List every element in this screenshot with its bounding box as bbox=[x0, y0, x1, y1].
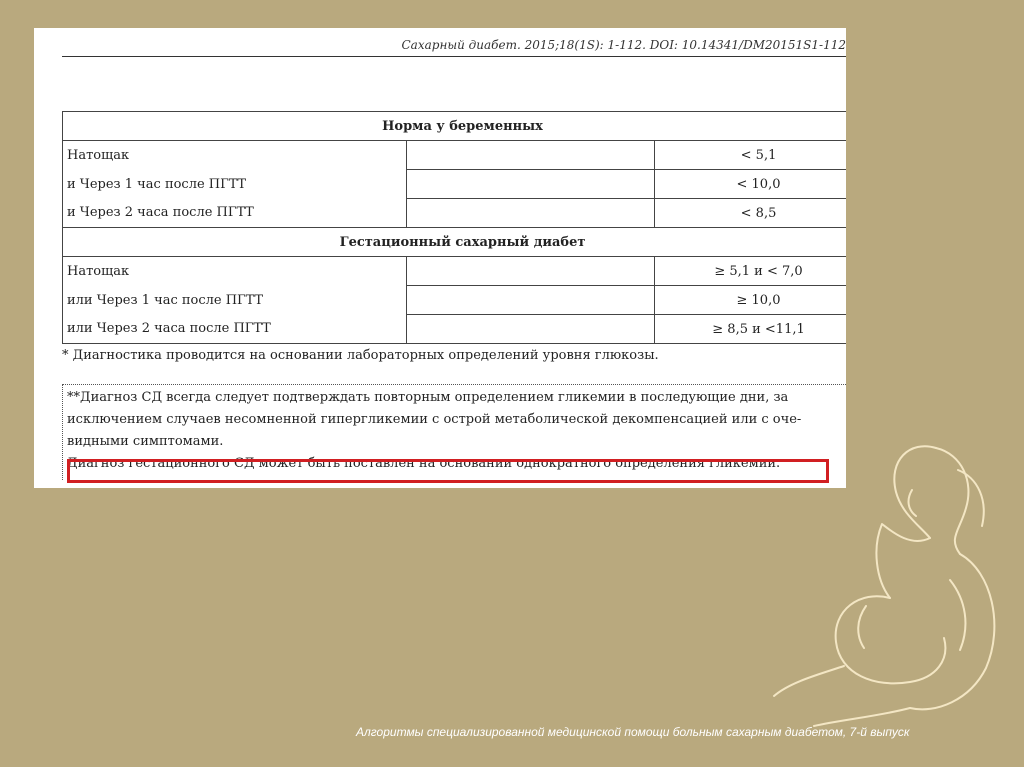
empty-cell bbox=[407, 286, 655, 315]
row-label: и Через 1 час после ПГТТ bbox=[63, 170, 407, 199]
footnote-2-line-highlighted: Диагноз гестационного СД может быть поставлен на основании однократного определения гликемии. bbox=[67, 456, 781, 471]
table-row bbox=[63, 257, 847, 286]
row-label: и Через 2 часа после ПГТТ bbox=[63, 199, 407, 228]
empty-cell bbox=[407, 257, 655, 286]
footnote-1: * Диагностика проводится на основании лабораторных определений уровня глюкозы. bbox=[62, 348, 659, 363]
row-value: ≥ 8,5 и <11,1 bbox=[655, 315, 847, 344]
footnote-2-line: исключением случаев несомненной гипергликемии с острой метаболической декомпенсацией или с оче- bbox=[67, 412, 802, 427]
empty-cell bbox=[407, 199, 655, 228]
citation: Сахарный диабет. 2015;18(1S): 1-112. DOI: 10.14341/DM20151S1-112 bbox=[401, 38, 846, 52]
row-value: < 5,1 bbox=[655, 141, 847, 170]
footnote-2-line: **Диагноз СД всегда следует подтверждать повторным определением гликемии в последующие дни, за bbox=[67, 390, 789, 405]
empty-cell bbox=[407, 315, 655, 344]
row-label: Натощак bbox=[63, 257, 407, 286]
table-section-header bbox=[63, 228, 847, 257]
footer-source: Алгоритмы специализированной медицинской помощи больным сахарным диабетом, 7-й выпуск bbox=[356, 725, 910, 739]
row-value: ≥ 5,1 и < 7,0 bbox=[655, 257, 847, 286]
table-row bbox=[63, 141, 847, 170]
row-label: или Через 2 часа после ПГТТ bbox=[63, 315, 407, 344]
footnote-2-line: видными симптомами. bbox=[67, 434, 224, 449]
table-row bbox=[63, 170, 847, 199]
red-highlight-frame bbox=[67, 459, 829, 483]
row-value: < 10,0 bbox=[655, 170, 847, 199]
section-title: Норма у беременных bbox=[63, 112, 847, 141]
table-row bbox=[63, 315, 847, 344]
table-section-header bbox=[63, 112, 847, 141]
pregnant-woman-outline-icon bbox=[760, 430, 1020, 730]
document-image bbox=[34, 28, 846, 488]
row-label: Натощак bbox=[63, 141, 407, 170]
table-row bbox=[63, 286, 847, 315]
row-value: ≥ 10,0 bbox=[655, 286, 847, 315]
row-label: или Через 1 час после ПГТТ bbox=[63, 286, 407, 315]
empty-cell bbox=[407, 170, 655, 199]
row-value: < 8,5 bbox=[655, 199, 847, 228]
table-row bbox=[63, 199, 847, 228]
header-rule bbox=[62, 56, 846, 57]
glucose-criteria-table bbox=[62, 111, 846, 344]
empty-cell bbox=[407, 141, 655, 170]
section-title: Гестационный сахарный диабет bbox=[63, 228, 847, 257]
